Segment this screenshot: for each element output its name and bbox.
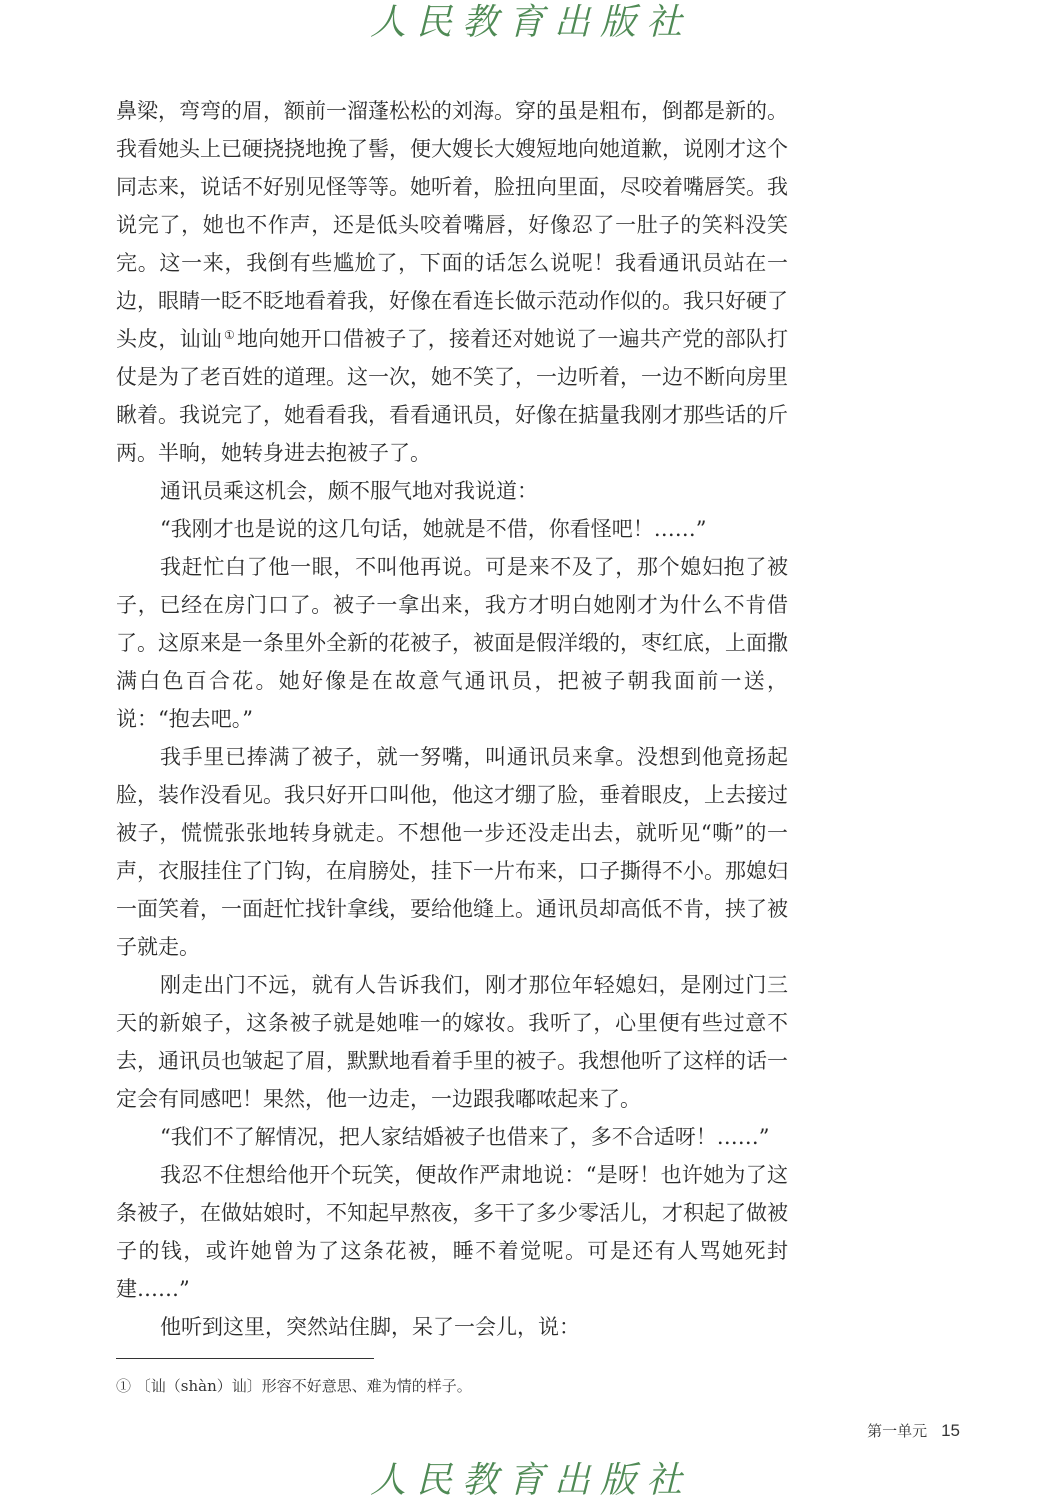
footnote-marker[interactable]: ① — [224, 328, 235, 342]
paragraph: 通讯员乘这机会，颇不服气地对我说道： — [160, 479, 538, 503]
paragraph: 我手里已捧满了被子，就一努嘴，叫通讯员来拿。没想到他竟扬起脸，装作没看见。我只好开口叫他，他这才绷了脸，垂着眼皮，上去接过被子，慌慌张张地转身就走。不想他一步还没走出去，就听见“嘶”的一声，衣服挂住了门钩，在肩膀处，挂下一片布来，口子撕得不小。那媳妇一面笑着，一面赶忙找针拿线，要给他缝上。通讯员却高低不肯，挟了被子就走。 — [116, 745, 788, 959]
paragraph: 他听到这里，突然站住脚，呆了一会儿，说： — [160, 1315, 580, 1339]
publisher-logo-top: 人民教育出版社 — [369, 2, 692, 43]
paragraph: 我忍不住想给他开个玩笑，便故作严肃地说：“是呀！也许她为了这条被子，在做姑娘时，不知起早熬夜，多干了多少零活儿，才积起了做被子的钱，或许她曾为了这条花被，睡不着觉呢。可是还有人骂她死封建……” — [116, 1163, 788, 1301]
paragraph: 刚走出门不远，就有人告诉我们，刚才那位年轻媳妇，是刚过门三天的新娘子，这条被子就是她唯一的嫁妆。我听了，心里便有些过意不去，通讯员也皱起了眉，默默地看着手里的被子。我想他听了这样的话一定会有同感吧！果然，他一边走，一边跟我嘟哝起来了。 — [116, 973, 788, 1111]
paragraph: 我赶忙白了他一眼，不叫他再说。可是来不及了，那个媳妇抱了被子，已经在房门口了。被子一拿出来，我方才明白她刚才为什么不肯借了。这原来是一条里外全新的花被子，被面是假洋缎的，枣红底，上面撒满白色百合花。她好像是在故意气通讯员，把被子朝我面前一送，说：“抱去吧。” — [116, 555, 788, 731]
unit-label: 第一单元 — [867, 1423, 928, 1440]
page-number: 15 — [941, 1421, 960, 1440]
paragraph: “我们不了解情况，把人家结婚被子也借来了，多不合适呀！……” — [160, 1125, 770, 1149]
paragraph-continuation — [116, 92, 788, 472]
footnote-divider — [116, 1358, 374, 1359]
footnote: ① 〔讪（shàn）讪〕形容不好意思、难为情的样子。 — [116, 1377, 472, 1395]
page-footer — [867, 1420, 960, 1441]
publisher-logo-bottom: 人民教育出版社 — [369, 1460, 692, 1501]
page-body — [116, 92, 788, 1346]
paragraph-text: 鼻梁，弯弯的眉，额前一溜蓬松松的刘海。穿的虽是粗布，倒都是新的。我看她头上已硬挠挠地挽了髻，便大嫂长大嫂短地向她道歉，说刚才这个同志来，说话不好别见怪等等。她听着，脸扭向里面，尽咬着嘴唇笑。我说完了，她也不作声，还是低头咬着嘴唇，好像忍了一肚子的笑料没笑完。这一来，我倒有些尴尬了，下面的话怎么说呢！我看通讯员站在一边，眼睛一眨不眨地看着我，好像在看连长做示范动作似的。我只好硬了头皮，讪讪 — [116, 99, 788, 351]
paragraph: “我刚才也是说的这几句话，她就是不借，你看怪吧！……” — [160, 517, 707, 541]
paragraph-text: 地向她开口借被子了，接着还对她说了一遍共产党的部队打仗是为了老百姓的道理。这一次，她不笑了，一边听着，一边不断向房里瞅着。我说完了，她看看我，看看通讯员，好像在掂量我刚才那些话的斤两。半晌，她转身进去抱被子了。 — [116, 327, 789, 465]
